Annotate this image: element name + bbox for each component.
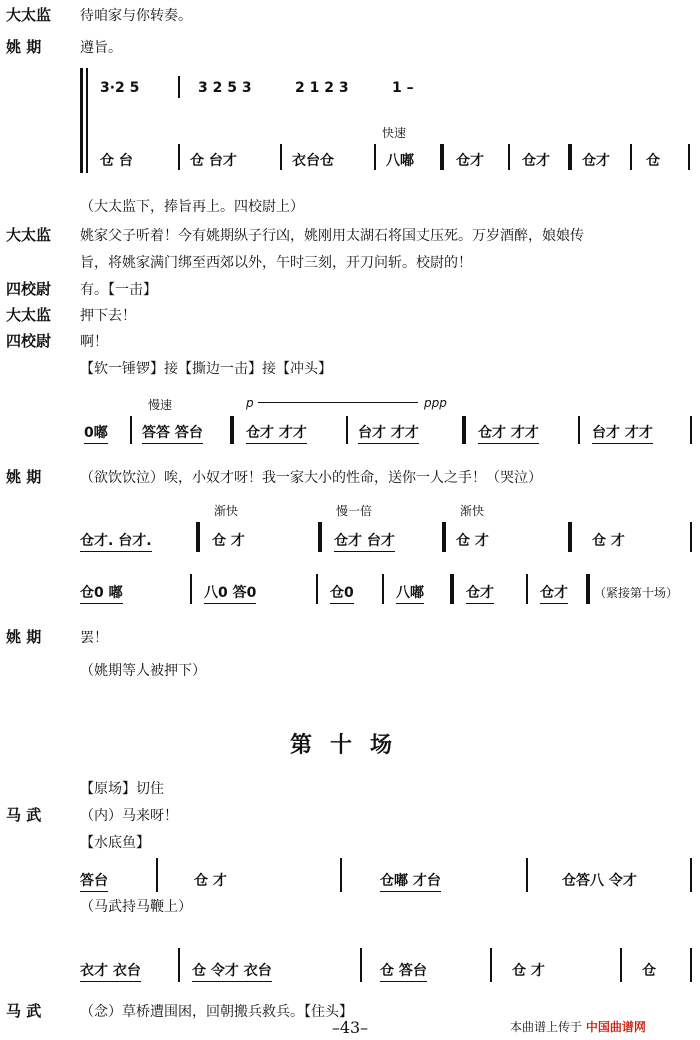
- percussion-cell: 八0 答0: [204, 582, 256, 604]
- watermark-text: 本曲谱上传于: [510, 1020, 583, 1034]
- role-label: 大太监: [6, 306, 52, 324]
- tempo-mark: 慢速: [148, 398, 173, 412]
- tempo-mark: 快速: [382, 126, 407, 140]
- repeat-barline: [568, 144, 572, 170]
- page-number: –43–: [331, 1018, 369, 1037]
- repeat-barline: [230, 416, 234, 444]
- source-watermark: [510, 1018, 646, 1035]
- role-label: 姚 期: [6, 38, 42, 56]
- dynamic-mark: p: [246, 396, 254, 410]
- dialog-line: 待咱家与你转奏。: [80, 8, 192, 24]
- percussion-cell: 仓 才: [592, 533, 625, 549]
- stage-direction: （马武持马鞭上）: [80, 899, 192, 915]
- cue-note: （紧接第十场）: [594, 586, 679, 600]
- repeat-barline: [440, 144, 444, 170]
- percussion-cell: 仓 令才 衣台: [192, 960, 272, 982]
- barline: [130, 416, 132, 444]
- percussion-cell: 衣才 衣台: [80, 960, 141, 982]
- role-label: 大太监: [6, 226, 52, 244]
- barline: [156, 858, 158, 892]
- dialog-line: 押下去！: [80, 308, 136, 324]
- barline: [178, 144, 180, 170]
- percussion-cell: 八嘟: [386, 153, 414, 169]
- percussion-cell: 仓才 台才: [334, 530, 395, 552]
- dialog-line: 有。【一击】: [80, 282, 157, 298]
- percussion-cell: 台才 才才: [358, 422, 419, 444]
- barline: [346, 416, 348, 444]
- percussion-cell: 仓 才: [194, 873, 227, 889]
- percussion-cell: 衣台仓: [292, 153, 334, 169]
- dialog-line: （欲饮饮泣）唉，小奴才呀！我一家大小的性命，送你一人之手！（哭泣）: [80, 470, 542, 486]
- percussion-cell: 仓才. 台才.: [80, 530, 152, 552]
- repeat-barline: [442, 522, 446, 552]
- percussion-cell: 仓 台: [100, 153, 133, 169]
- scene-title: 第十场: [289, 733, 410, 758]
- percussion-cell: 0嘟: [84, 422, 108, 444]
- barline: [620, 948, 622, 982]
- percussion-cell: 答台: [80, 870, 108, 892]
- percussion-cell: 仓才 才才: [246, 422, 307, 444]
- barline: [86, 68, 88, 173]
- barline: [374, 144, 376, 170]
- percussion-cue: 【水底鱼】: [80, 835, 150, 851]
- repeat-barline: [318, 522, 322, 552]
- percussion-cell: 仓: [642, 963, 656, 979]
- percussion-cell: 仓才 才才: [478, 422, 539, 444]
- tempo-mark: 慢一倍: [336, 504, 373, 518]
- role-label: 姚 期: [6, 628, 42, 646]
- barline: [526, 574, 528, 604]
- role-label: 马 武: [6, 1002, 42, 1020]
- percussion-cell: 仓才: [522, 153, 550, 169]
- percussion-cell: 仓答八 令才: [562, 873, 637, 889]
- repeat-barline: [568, 522, 572, 552]
- percussion-cue: 【软一锤锣】接【撕边一击】接【冲头】: [80, 361, 332, 377]
- barline: [690, 948, 692, 982]
- notation-cell: 3·2 5: [100, 80, 140, 96]
- barline: [316, 574, 318, 604]
- barline: [578, 416, 580, 444]
- barline: [178, 948, 180, 982]
- percussion-cell: 仓才: [540, 582, 568, 604]
- percussion-cell: 仓才: [466, 582, 494, 604]
- dialog-line: 罢！: [80, 630, 108, 646]
- notation-cell: 1 –: [392, 80, 414, 96]
- percussion-cell: 仓 才: [212, 533, 245, 549]
- percussion-cell: 仓0 嘟: [80, 582, 123, 604]
- percussion-cell: 仓 台才: [190, 153, 237, 169]
- dynamic-mark: ppp: [424, 396, 447, 410]
- percussion-cell: 仓才: [582, 153, 610, 169]
- dialog-line: （念）草桥遭围困，回朝搬兵救兵。【住头】: [80, 1004, 353, 1020]
- role-label: 四校尉: [6, 280, 52, 298]
- percussion-cell: 仓0: [330, 582, 354, 604]
- stage-direction: （姚期等人被押下）: [80, 663, 206, 679]
- barline: [688, 144, 690, 170]
- percussion-cell: 仓 答台: [380, 960, 427, 982]
- barline: [690, 522, 692, 552]
- role-label: 大太监: [6, 6, 52, 24]
- tempo-mark: 渐快: [214, 504, 239, 518]
- dialog-line: 遵旨。: [80, 40, 122, 56]
- percussion-cell: 仓 才: [456, 533, 489, 549]
- role-label: 马 武: [6, 806, 42, 824]
- tempo-mark: 渐快: [460, 504, 485, 518]
- system-brace: [80, 68, 83, 173]
- percussion-cell: 仓: [646, 153, 660, 169]
- repeat-barline: [462, 416, 466, 444]
- barline: [526, 858, 528, 892]
- role-label: 四校尉: [6, 332, 52, 350]
- repeat-barline: [196, 522, 200, 552]
- percussion-cell: 仓才: [456, 153, 484, 169]
- percussion-cell: 答答 答台: [142, 422, 203, 444]
- dialog-line: 啊！: [80, 334, 108, 350]
- barline: [190, 574, 192, 604]
- notation-cell: 2 1 2 3: [295, 80, 349, 96]
- percussion-cell: 台才 才才: [592, 422, 653, 444]
- barline: [178, 76, 180, 98]
- barline: [630, 144, 632, 170]
- percussion-cell: 八嘟: [396, 582, 424, 604]
- barline: [690, 858, 692, 892]
- watermark-brand: 中国曲谱网: [585, 1020, 646, 1034]
- notation-cell: 3 2 5 3: [198, 80, 252, 96]
- barline: [340, 858, 342, 892]
- barline: [490, 948, 492, 982]
- barline: [382, 574, 384, 604]
- barline: [690, 416, 692, 444]
- barline: [280, 144, 282, 170]
- diminuendo-line: [258, 402, 418, 403]
- dialog-line: 旨，将姚家满门绑至西郊以外，午时三刻，开刀问斩。校尉的！: [80, 255, 472, 271]
- role-label: 姚 期: [6, 468, 42, 486]
- stage-direction: （大太监下，捧旨再上。四校尉上）: [80, 199, 304, 215]
- repeat-barline: [586, 574, 590, 604]
- dialog-line: 姚家父子听着！今有姚期纵子行凶，姚刚用太湖石将国丈压死。万岁酒醉，娘娘传: [80, 228, 584, 244]
- percussion-cell: 仓嘟 才台: [380, 870, 441, 892]
- barline: [360, 948, 362, 982]
- repeat-barline: [450, 574, 454, 604]
- barline: [508, 144, 510, 170]
- percussion-cell: 仓 才: [512, 963, 545, 979]
- dialog-line: （内）马来呀！: [80, 808, 178, 824]
- percussion-cue: 【原场】切住: [80, 781, 164, 797]
